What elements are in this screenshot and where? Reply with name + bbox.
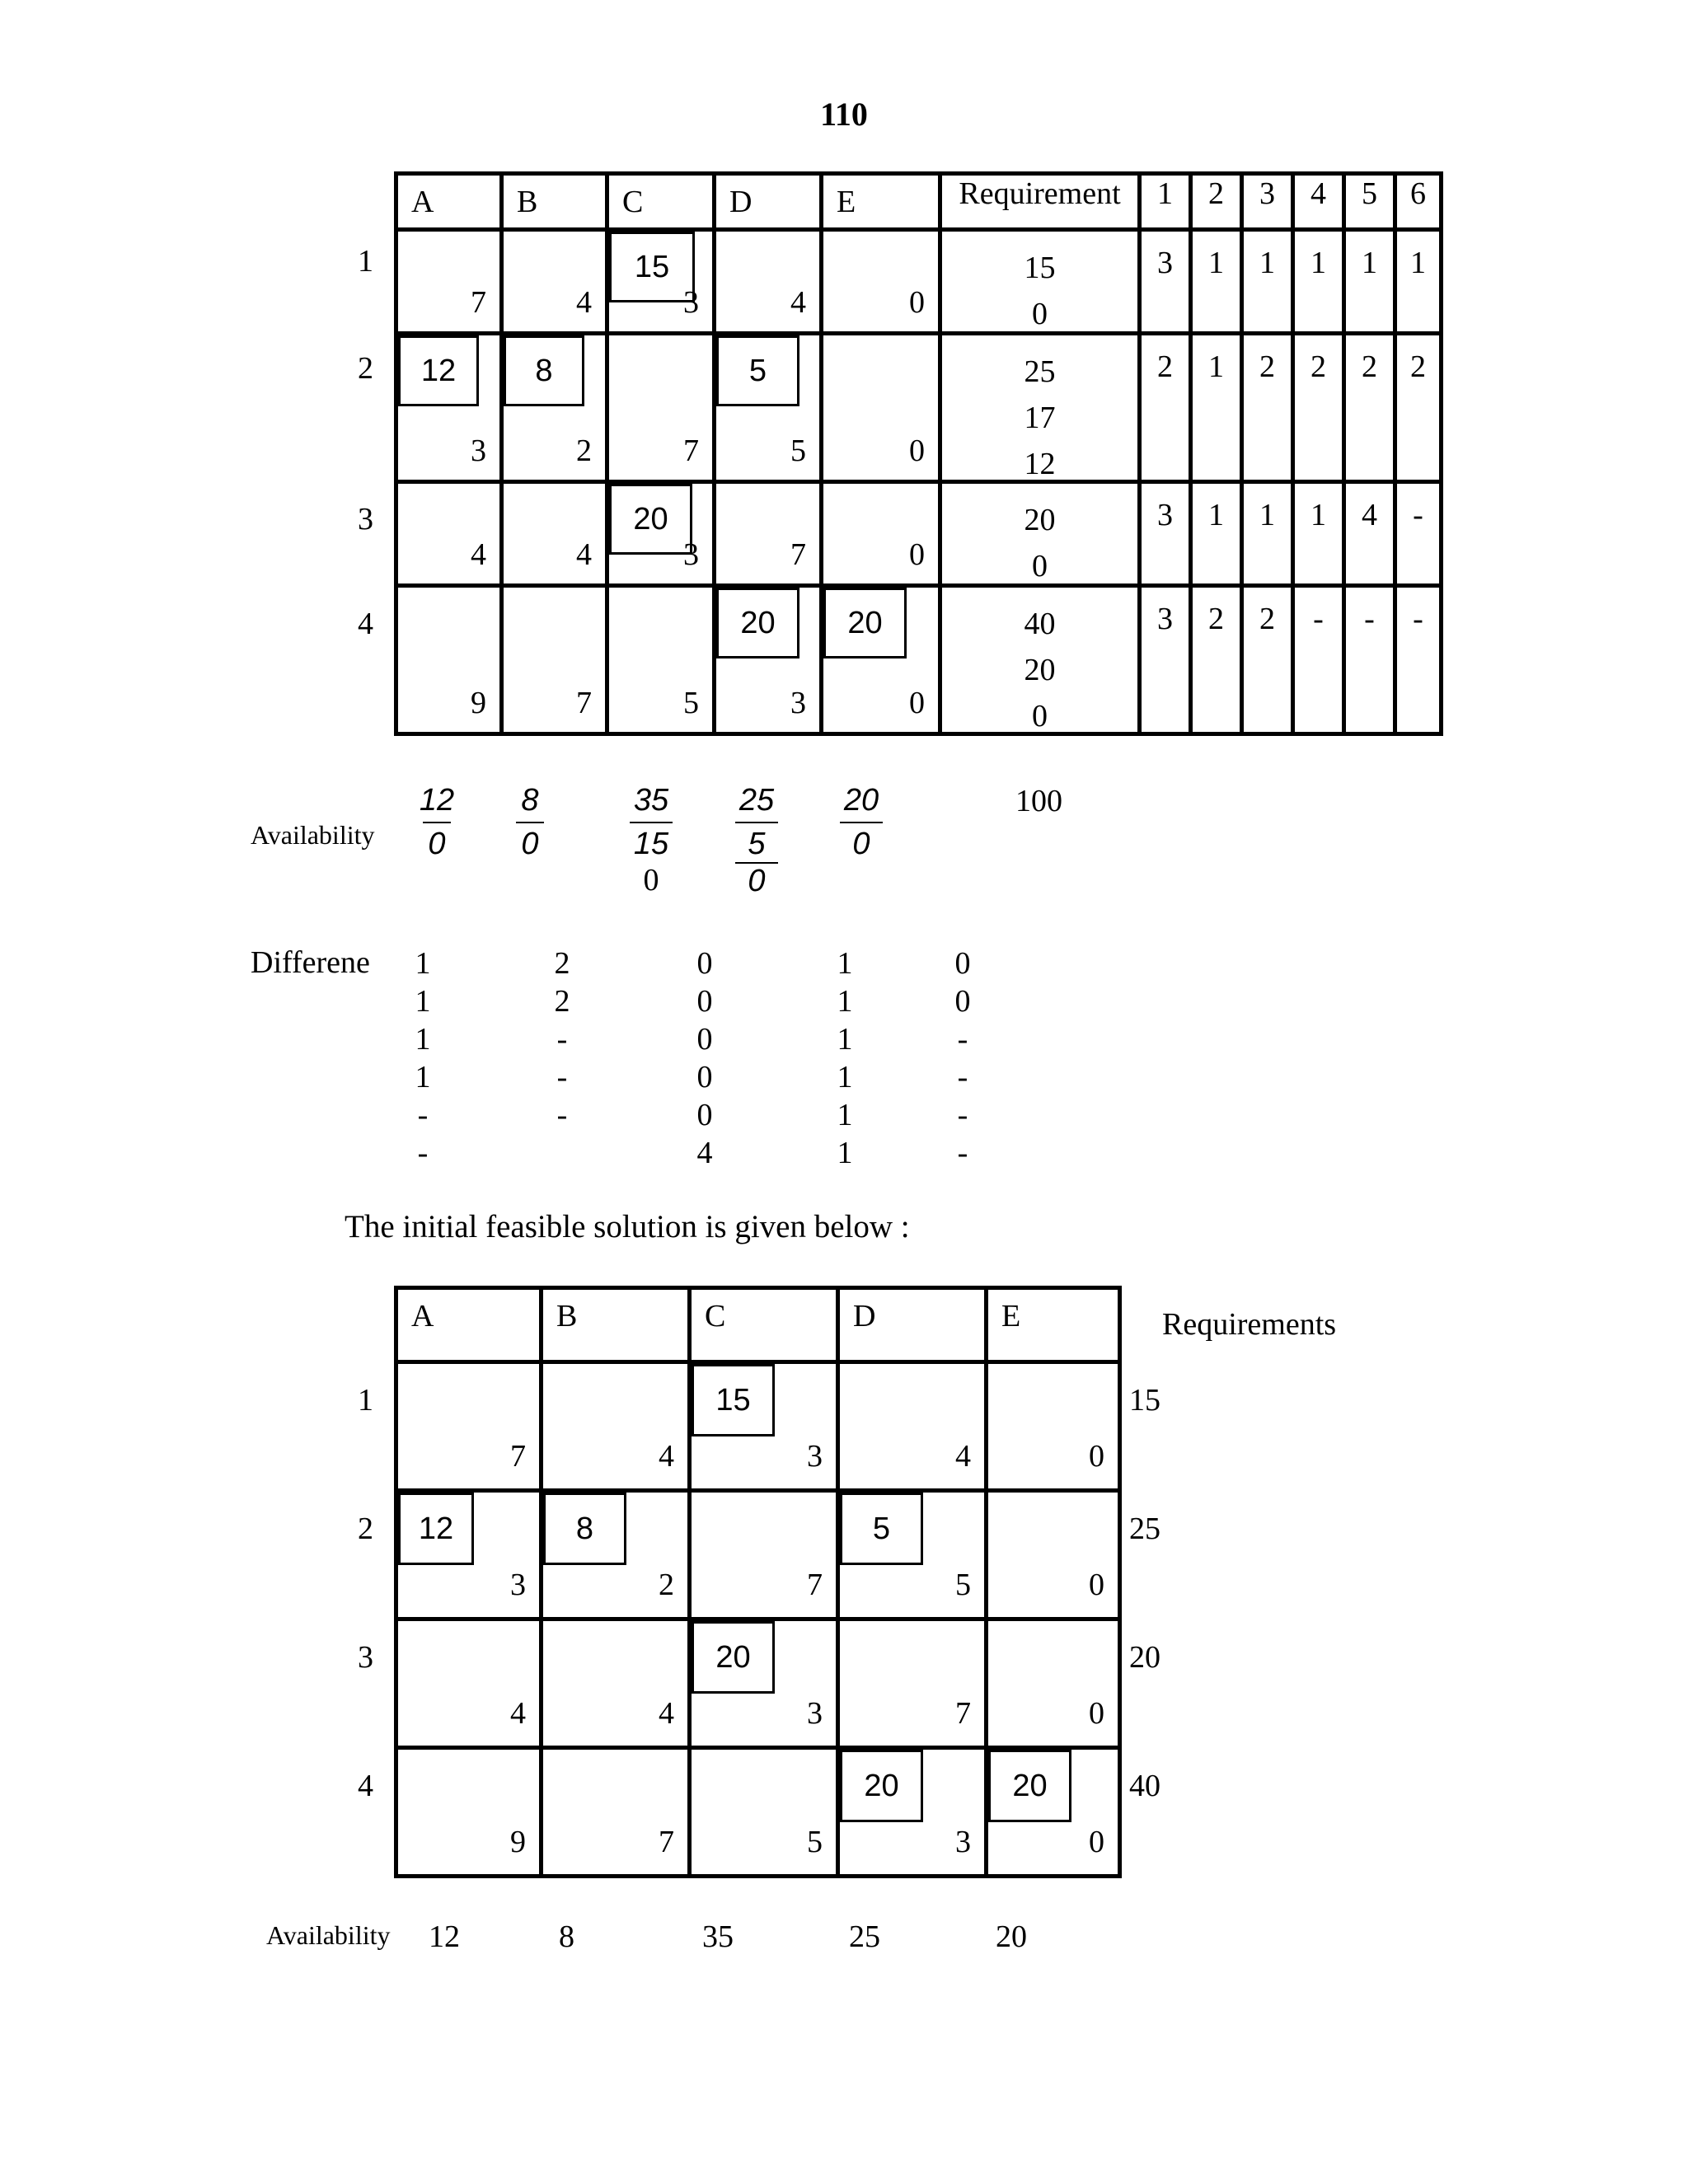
- penalty-cell: [1242, 586, 1293, 734]
- requirement-header-text: Requirement: [959, 176, 1121, 211]
- availability-value: 20: [996, 1919, 1027, 1954]
- difference-value: 1: [415, 946, 431, 981]
- cost-value: 4: [510, 1696, 526, 1731]
- availability-initial: 25: [738, 783, 775, 818]
- availability-fraction: [724, 783, 790, 899]
- allocation-box: 20: [988, 1750, 1071, 1822]
- difference-value: -: [556, 1022, 568, 1057]
- requirement-header: [940, 174, 1140, 230]
- fraction-line: [630, 822, 673, 823]
- requirement-value: 40: [1129, 1769, 1160, 1803]
- row-label: 1: [358, 1383, 373, 1418]
- cell: [542, 1362, 690, 1491]
- availability-remaining: 0: [428, 827, 446, 861]
- requirement-value: 15: [1129, 1383, 1160, 1418]
- requirement-value: 40: [1024, 607, 1056, 641]
- fraction-line: [735, 822, 778, 823]
- table-row: [396, 1362, 1120, 1491]
- penalty-header-text: 3: [1259, 176, 1275, 211]
- table-row: [396, 1619, 1120, 1748]
- column-header-text: B: [517, 185, 538, 219]
- difference-value: 1: [837, 1136, 853, 1170]
- requirement-cell: [940, 482, 1140, 586]
- cell: [987, 1748, 1120, 1877]
- penalty-value: 2: [1362, 349, 1377, 384]
- column-header: [838, 1288, 987, 1362]
- cost-value: 0: [909, 537, 925, 572]
- difference-value: 1: [415, 1022, 431, 1057]
- cell: [822, 482, 940, 586]
- penalty-cell: [1191, 482, 1242, 586]
- difference-column: [688, 944, 721, 1172]
- requirement-value: 0: [1032, 699, 1048, 733]
- penalty-header: [1344, 174, 1395, 230]
- availability-initial: 12: [419, 783, 455, 818]
- availability-initial: 35: [633, 783, 669, 818]
- availability-value: 12: [429, 1919, 460, 1954]
- cell: [542, 1619, 690, 1748]
- fraction-line: [840, 822, 883, 823]
- row-label: 2: [358, 1511, 373, 1546]
- column-header: [542, 1288, 690, 1362]
- availability-remaining: 0: [521, 827, 539, 861]
- cell: [607, 586, 715, 734]
- cell: [542, 1491, 690, 1619]
- penalty-cell: [1242, 334, 1293, 482]
- cost-value: 4: [659, 1439, 674, 1474]
- cell: [396, 334, 502, 482]
- difference-value: 1: [415, 984, 431, 1019]
- cell: [502, 334, 607, 482]
- cost-value: 5: [683, 686, 699, 720]
- penalty-value: 1: [1311, 246, 1326, 280]
- cost-value: 7: [807, 1568, 823, 1602]
- cell: [822, 586, 940, 734]
- allocation-box: 8: [543, 1493, 626, 1565]
- cost-value: 0: [909, 285, 925, 320]
- difference-value: 1: [837, 1022, 853, 1057]
- header-row: [396, 174, 1442, 230]
- penalty-cell: [1344, 586, 1395, 734]
- cost-value: 9: [471, 686, 486, 720]
- requirement-value: 25: [1024, 354, 1056, 389]
- difference-value: -: [556, 1060, 568, 1094]
- penalty-header: [1293, 174, 1344, 230]
- requirement-value: 15: [1024, 251, 1056, 285]
- difference-value: 0: [696, 1098, 713, 1132]
- allocation-box: 20: [692, 1621, 775, 1694]
- penalty-value: 2: [1259, 349, 1275, 384]
- requirement-cell: [940, 586, 1140, 734]
- difference-value: 0: [954, 946, 971, 981]
- caption: The initial feasible solution is given below :: [345, 1209, 910, 1244]
- cell: [690, 1619, 838, 1748]
- cell: [715, 482, 822, 586]
- column-header-text: C: [622, 185, 644, 219]
- penalty-cell: [1344, 334, 1395, 482]
- cost-value: 4: [471, 537, 486, 572]
- difference-value: 1: [837, 946, 853, 981]
- cost-value: 0: [1089, 1568, 1104, 1602]
- column-header: [607, 174, 715, 230]
- cost-value: 3: [955, 1825, 971, 1859]
- cell: [396, 230, 502, 334]
- difference-value: -: [957, 1098, 968, 1132]
- penalty-header-text: 1: [1157, 176, 1173, 211]
- difference-value: 2: [554, 946, 570, 981]
- availability-initial: 20: [843, 783, 879, 818]
- penalty-value: 1: [1259, 246, 1275, 280]
- penalty-cell: [1344, 482, 1395, 586]
- penalty-cell: [1242, 230, 1293, 334]
- penalty-value: -: [1413, 602, 1423, 636]
- penalty-value: 2: [1410, 349, 1426, 384]
- row-label: 2: [358, 351, 373, 386]
- allocation-box: 5: [716, 335, 799, 406]
- requirement-value: 20: [1129, 1640, 1160, 1675]
- availability-fraction: [828, 783, 894, 862]
- cell: [502, 586, 607, 734]
- cost-value: 3: [807, 1439, 823, 1474]
- difference-value: -: [957, 1060, 968, 1094]
- initial-solution-table: [394, 1286, 1122, 1878]
- availability-final: 0: [643, 863, 659, 898]
- penalty-cell: [1191, 230, 1242, 334]
- cell: [822, 230, 940, 334]
- cost-value: 9: [510, 1825, 526, 1859]
- cost-value: 0: [909, 686, 925, 720]
- difference-value: -: [957, 1136, 968, 1170]
- total: 100: [1015, 784, 1062, 818]
- availability-label: Availability: [251, 820, 375, 850]
- penalty-cell: [1140, 586, 1191, 734]
- penalty-cell: [1140, 334, 1191, 482]
- penalty-cell: [1191, 586, 1242, 734]
- fraction-line: [516, 822, 544, 823]
- allocation-box: 12: [398, 335, 479, 406]
- requirement-cell: [940, 230, 1140, 334]
- requirement-value: 0: [1032, 297, 1048, 331]
- column-header: [715, 174, 822, 230]
- cell: [396, 1619, 542, 1748]
- column-header-text: D: [853, 1299, 876, 1333]
- penalty-cell: [1140, 230, 1191, 334]
- availability-final: 0: [748, 864, 766, 898]
- cell: [396, 1491, 542, 1619]
- column-header-text: A: [411, 185, 434, 219]
- column-header-text: D: [729, 185, 753, 219]
- availability-fraction: [497, 783, 563, 862]
- row-label: 3: [358, 502, 373, 537]
- cell: [838, 1619, 987, 1748]
- cost-value: 7: [471, 285, 486, 320]
- allocation-box: 20: [840, 1750, 923, 1822]
- cell: [838, 1362, 987, 1491]
- penalty-cell: [1293, 482, 1344, 586]
- difference-value: -: [556, 1098, 568, 1132]
- difference-value: 0: [696, 1060, 713, 1094]
- penalty-header: [1191, 174, 1242, 230]
- fraction-line: [423, 822, 451, 823]
- cost-value: 0: [1089, 1825, 1104, 1859]
- cost-value: 4: [790, 285, 806, 320]
- difference-value: 1: [415, 1060, 431, 1094]
- allocation-box: 12: [398, 1493, 474, 1565]
- difference-column: [406, 944, 439, 1172]
- cell: [715, 334, 822, 482]
- penalty-value: 1: [1311, 498, 1326, 532]
- cost-value: 0: [909, 434, 925, 468]
- requirement-values: [942, 349, 1137, 487]
- cell: [502, 482, 607, 586]
- penalty-cell: [1191, 334, 1242, 482]
- cost-value: 3: [683, 537, 699, 572]
- cell: [987, 1362, 1120, 1491]
- cost-value: 4: [576, 285, 592, 320]
- cell: [607, 482, 715, 586]
- allocation-box: 15: [609, 232, 695, 302]
- penalty-value: 3: [1157, 602, 1173, 636]
- availability-value: 35: [702, 1919, 734, 1954]
- difference-value: 0: [696, 984, 713, 1019]
- vam-table: [394, 171, 1443, 736]
- requirement-cell: [940, 334, 1140, 482]
- allocation-box: 5: [840, 1493, 923, 1565]
- column-header-text: A: [411, 1299, 434, 1333]
- difference-value: 1: [837, 1060, 853, 1094]
- penalty-value: -: [1364, 602, 1375, 636]
- requirement-value: 12: [1024, 447, 1056, 481]
- requirement-value: 20: [1024, 653, 1056, 687]
- difference-value: -: [417, 1098, 429, 1132]
- column-header: [987, 1288, 1120, 1362]
- availability-remaining: 15: [633, 827, 669, 861]
- cost-value: 3: [510, 1568, 526, 1602]
- allocation-box: 20: [609, 484, 692, 555]
- cell: [607, 334, 715, 482]
- requirement-value: 20: [1024, 503, 1056, 537]
- requirement-values: [942, 245, 1137, 337]
- row-label: 3: [358, 1640, 373, 1675]
- row-label: 4: [358, 607, 373, 641]
- row-label: 4: [358, 1769, 373, 1803]
- penalty-header: [1395, 174, 1442, 230]
- cost-value: 5: [955, 1568, 971, 1602]
- column-header: [690, 1288, 838, 1362]
- cell: [715, 230, 822, 334]
- penalty-cell: [1293, 586, 1344, 734]
- cell: [838, 1748, 987, 1877]
- cost-value: 7: [659, 1825, 674, 1859]
- column-header-text: B: [556, 1299, 578, 1333]
- column-header: [822, 174, 940, 230]
- cost-value: 0: [1089, 1439, 1104, 1474]
- difference-value: 0: [954, 984, 971, 1019]
- column-header-text: E: [837, 185, 856, 219]
- cost-value: 7: [790, 537, 806, 572]
- cost-value: 4: [659, 1696, 674, 1731]
- penalty-value: 2: [1311, 349, 1326, 384]
- penalty-cell: [1293, 334, 1344, 482]
- penalty-cell: [1140, 482, 1191, 586]
- difference-value: 1: [837, 1098, 853, 1132]
- cell: [838, 1491, 987, 1619]
- column-header-text: E: [1001, 1299, 1021, 1333]
- cost-value: 3: [790, 686, 806, 720]
- requirement-values: [942, 497, 1137, 589]
- penalty-value: 4: [1362, 498, 1377, 532]
- page-number: 110: [820, 96, 868, 133]
- cell: [542, 1748, 690, 1877]
- cell: [987, 1619, 1120, 1748]
- difference-value: -: [957, 1022, 968, 1057]
- cell: [987, 1491, 1120, 1619]
- difference-value: 0: [696, 1022, 713, 1057]
- availability-remaining: 0: [852, 827, 870, 861]
- penalty-cell: [1395, 334, 1442, 482]
- cost-value: 3: [471, 434, 486, 468]
- cell: [396, 482, 502, 586]
- table-row: [396, 230, 1442, 334]
- requirements-label: Requirements: [1162, 1307, 1337, 1342]
- cost-value: 4: [955, 1439, 971, 1474]
- cell: [690, 1362, 838, 1491]
- penalty-value: 1: [1410, 246, 1426, 280]
- cell: [396, 1362, 542, 1491]
- table-row: [396, 1748, 1120, 1877]
- cell: [690, 1491, 838, 1619]
- cell: [396, 1748, 542, 1877]
- penalty-cell: [1395, 482, 1442, 586]
- penalty-value: 1: [1259, 498, 1275, 532]
- penalty-header-text: 6: [1410, 176, 1426, 211]
- penalty-value: 2: [1208, 602, 1224, 636]
- allocation-box: 20: [716, 588, 799, 658]
- penalty-value: 3: [1157, 498, 1173, 532]
- row-label: 1: [358, 244, 373, 279]
- penalty-cell: [1395, 586, 1442, 734]
- penalty-cell: [1395, 230, 1442, 334]
- table-row: [396, 334, 1442, 482]
- penalty-value: 3: [1157, 246, 1173, 280]
- penalty-value: 1: [1208, 498, 1224, 532]
- table-row: [396, 1491, 1120, 1619]
- cost-value: 7: [955, 1696, 971, 1731]
- requirement-value: 25: [1129, 1511, 1160, 1546]
- column-header: [396, 1288, 542, 1362]
- difference-value: 0: [696, 946, 713, 981]
- cost-value: 5: [790, 434, 806, 468]
- cost-value: 2: [659, 1568, 674, 1602]
- penalty-header-text: 2: [1208, 176, 1224, 211]
- cell: [715, 586, 822, 734]
- cost-value: 5: [807, 1825, 823, 1859]
- column-header-text: C: [705, 1299, 726, 1333]
- difference-value: [546, 1134, 579, 1172]
- penalty-header-text: 4: [1311, 176, 1326, 211]
- column-header: [502, 174, 607, 230]
- penalty-cell: [1293, 230, 1344, 334]
- penalty-cell: [1344, 230, 1395, 334]
- difference-value: 1: [837, 984, 853, 1019]
- table-row: [396, 586, 1442, 734]
- availability-value: 8: [559, 1919, 574, 1954]
- penalty-value: -: [1413, 498, 1423, 532]
- allocation-box: 8: [504, 335, 584, 406]
- cell: [822, 334, 940, 482]
- cost-value: 4: [576, 537, 592, 572]
- cost-value: 7: [576, 686, 592, 720]
- cost-value: 3: [683, 285, 699, 320]
- availability-fraction: [404, 783, 470, 862]
- availability-remaining: 5: [748, 827, 766, 861]
- header-row: [396, 1288, 1120, 1362]
- cost-value: 7: [683, 434, 699, 468]
- cell: [396, 586, 502, 734]
- allocation-box: 15: [692, 1364, 775, 1436]
- availability-initial: 8: [521, 783, 539, 818]
- difference-value: 4: [696, 1136, 713, 1170]
- difference-column: [546, 944, 579, 1172]
- cost-value: 7: [510, 1439, 526, 1474]
- requirement-value: 0: [1032, 549, 1048, 583]
- cell: [690, 1748, 838, 1877]
- cost-value: 3: [807, 1696, 823, 1731]
- difference-value: 2: [554, 984, 570, 1019]
- table-row: [396, 482, 1442, 586]
- difference-column: [946, 944, 979, 1172]
- penalty-header: [1140, 174, 1191, 230]
- cell: [607, 230, 715, 334]
- requirement-values: [942, 601, 1137, 739]
- penalty-value: -: [1313, 602, 1324, 636]
- penalty-cell: [1242, 482, 1293, 586]
- availability-fraction: [618, 783, 684, 898]
- availability-label-2: Availability: [266, 1920, 391, 1950]
- difference-value: -: [417, 1136, 429, 1170]
- penalty-value: 1: [1362, 246, 1377, 280]
- penalty-value: 2: [1259, 602, 1275, 636]
- penalty-value: 1: [1208, 246, 1224, 280]
- cost-value: 2: [576, 434, 592, 468]
- requirement-value: 17: [1024, 401, 1056, 435]
- penalty-value: 2: [1157, 349, 1173, 384]
- penalty-value: 1: [1208, 349, 1224, 384]
- penalty-header-text: 5: [1362, 176, 1377, 211]
- cost-value: 0: [1089, 1696, 1104, 1731]
- column-header: [396, 174, 502, 230]
- difference-column: [828, 944, 861, 1172]
- allocation-box: 20: [823, 588, 907, 658]
- difference-label: Differene: [251, 945, 370, 980]
- cell: [502, 230, 607, 334]
- penalty-header: [1242, 174, 1293, 230]
- availability-value: 25: [849, 1919, 880, 1954]
